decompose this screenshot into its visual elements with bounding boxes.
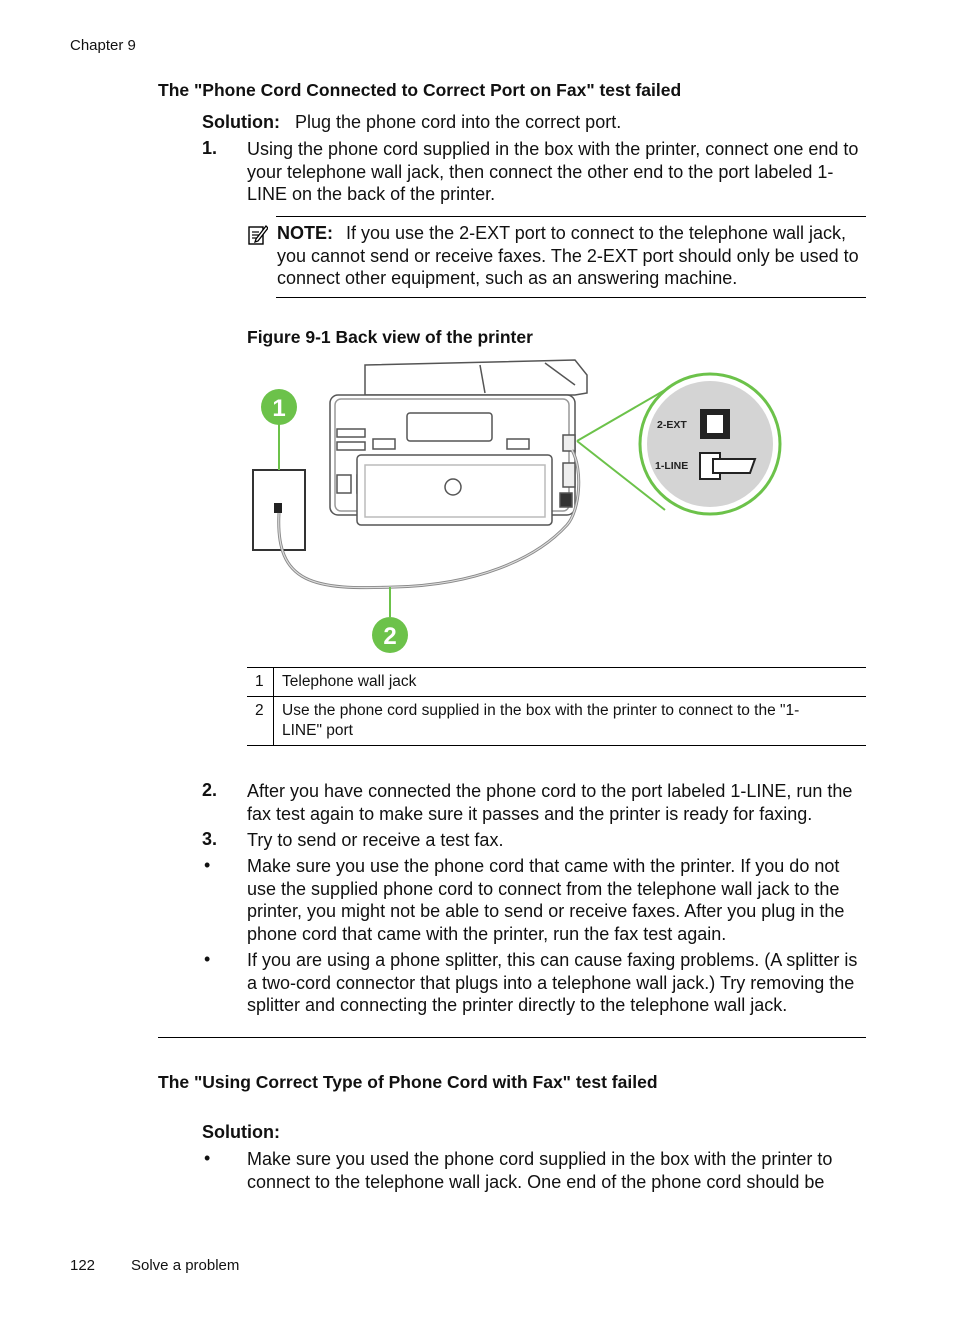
legend-row-number: 1 <box>247 668 274 697</box>
step-3-text: Try to send or receive a test fax. <box>247 830 504 850</box>
solution-label-2: Solution: <box>202 1122 280 1142</box>
callout-2-label: 2 <box>383 623 397 650</box>
legend-row <box>247 697 866 746</box>
note-label: NOTE: <box>277 223 333 243</box>
figure-caption: Figure 9-1 Back view of the printer <box>247 327 533 347</box>
printer-body <box>330 360 587 525</box>
bullet-marker: • <box>204 949 211 969</box>
solution-label: Solution: <box>202 112 280 132</box>
footer-section: Solve a problem <box>131 1257 240 1274</box>
section-title-cord-type-test: The "Using Correct Type of Phone Cord with Fax" test failed <box>158 1072 658 1092</box>
note-top-rule <box>276 216 866 217</box>
solution-text: Plug the phone cord into the correct port. <box>295 112 622 132</box>
bullet-marker: • <box>204 1148 211 1168</box>
page-number: 122 <box>70 1257 96 1274</box>
legend-row-text: Use the phone cord supplied in the box with the printer to connect to the "1-LINE" port <box>274 697 867 746</box>
legend-row <box>247 668 866 697</box>
step-2-number: 2. <box>202 780 218 800</box>
solution-line <box>202 111 621 134</box>
step-2-text: After you have connected the phone cord to the port labeled 1-LINE, run the fax test again to make sure it passes and the printer is ready for faxing. <box>247 781 853 824</box>
bullet-marker: • <box>204 855 211 875</box>
section-title-port-test: The "Phone Cord Connected to Correct Port on Fax" test failed <box>158 80 682 100</box>
note-icon <box>248 224 268 246</box>
note-bottom-rule <box>276 297 866 298</box>
note-block <box>277 222 867 290</box>
port-1line-label: 1-LINE <box>655 460 689 472</box>
chapter-header: Chapter 9 <box>70 37 136 54</box>
legend-row-number: 2 <box>247 697 274 746</box>
callout-2 <box>372 587 408 653</box>
figure-legend-table <box>247 667 866 746</box>
step-3-number: 3. <box>202 829 218 849</box>
printer-back-figure <box>245 355 790 660</box>
step-1-number: 1. <box>202 138 218 158</box>
legend-row-text: Telephone wall jack <box>274 668 867 697</box>
port-2ext-label: 2-EXT <box>657 419 687 431</box>
port-2ext-icon <box>700 409 730 439</box>
callout-1 <box>261 389 297 470</box>
port-zoom-circle <box>640 374 780 514</box>
note-text: If you use the 2-EXT port to connect to the telephone wall jack, you cannot send or receive faxes. The 2-EXT port should only be used to connect other equipment, such as an answering machine. <box>277 223 859 288</box>
callout-1-label: 1 <box>272 395 286 422</box>
section-divider <box>158 1037 866 1038</box>
bullet-text-cord: Make sure you use the phone cord that came with the printer. If you do not use the supplied phone cord to connect from the telephone wall jack to the printer, you might not be able to send or receive faxes. After you plug in the phone cord that came with the printer, run the fax test again. <box>247 856 845 944</box>
bullet-text-splitter: If you are using a phone splitter, this can cause faxing problems. (A splitter is a two-cord connector that plugs into a telephone wall jack.) Try removing the splitter and connecting the printer directly to the telephone wall jack. <box>247 950 858 1015</box>
bullet-text-cord-type: Make sure you used the phone cord supplied in the box with the printer to connect to the telephone wall jack. One end of the phone cord should be <box>247 1149 833 1192</box>
step-1-text: Using the phone cord supplied in the box with the printer, connect one end to your telephone wall jack, then connect the other end to the port labeled 1-LINE on the back of the printer. <box>247 139 859 204</box>
